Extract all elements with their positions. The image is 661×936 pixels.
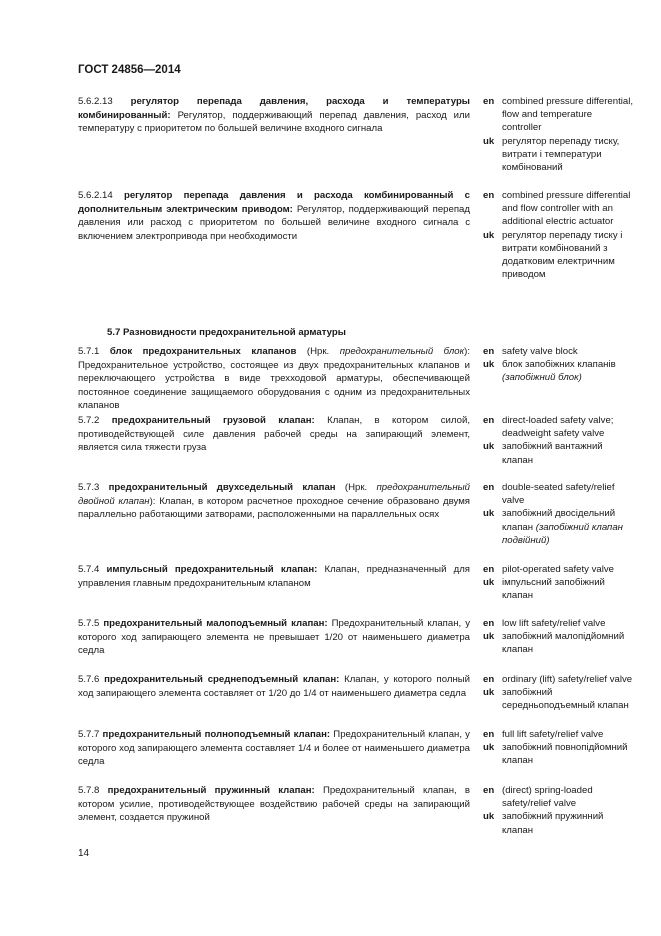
translation-5-6-2-14 <box>483 189 633 281</box>
translation-en: low lift safety/relief valve <box>502 618 606 629</box>
term-entry-5-6-2-13 <box>78 95 470 136</box>
term-entry-5-6-2-14 <box>78 189 470 243</box>
entry-definition: Предохранительный клапан, у которого ход запирающего элемента составляет 1/4 и более от наименьшего диаметра седла <box>78 729 470 767</box>
lang-en-label: en <box>483 564 495 575</box>
entry-number: 5.7.5 <box>78 618 100 629</box>
translation-uk: запобіжний середньоподъемный клапан <box>502 687 629 712</box>
translation-en: safety valve block <box>502 346 578 357</box>
entry-term: блок предохранительных клапанов <box>109 346 297 357</box>
entry-note: (Нрк. <box>306 346 330 357</box>
term-entry-5-7-5 <box>78 617 470 658</box>
translation-5-7-1 <box>483 345 633 385</box>
entry-term: предохранительный пружинный клапан: <box>107 785 315 796</box>
entry-definition: Предохранительный клапан, в котором усилие, противодействующее воздействию рабочей среды на запирающий элемент, создается пружиной <box>78 785 471 823</box>
entry-definition: Клапан, у которого полный ход запирающего элемента составляет от 1/20 до 1/4 от наименьшего диаметра седла <box>78 674 471 699</box>
entry-number: 5.6.2.14 <box>78 190 113 201</box>
section-heading: 5.7 Разновидности предохранительной арматуры <box>107 327 346 338</box>
entry-number: 5.7.8 <box>78 785 100 796</box>
entry-number: 5.7.7 <box>78 729 100 740</box>
entry-definition: Клапан, в котором силой, противодействующей силе давления рабочей среды на запирающий элемент, является сила тяжести груза <box>78 415 470 453</box>
lang-uk-label: uk <box>483 441 495 453</box>
entry-term: предохранительный грузовой клапан: <box>111 415 315 426</box>
translation-en: double-seated safety/relief valve <box>502 482 615 507</box>
entry-definition: Предохранительный клапан, у которого ход запирающего элемента не превышает 1/20 от наименьшего диаметра седла <box>78 618 471 656</box>
page-number: 14 <box>78 848 90 859</box>
translation-uk: імпульсний запобіжний клапан <box>502 577 605 602</box>
entry-deprecated-term: предохранительный двойной клапан <box>78 482 471 507</box>
entry-term: предохранительный малоподъемный клапан: <box>103 618 328 629</box>
translation-uk: запобіжний двосідельний клапан <box>502 508 616 533</box>
entry-term: регулятор перепада давления, расхода и температуры комбинированный: <box>78 96 470 121</box>
entry-term: предохранительный двухседельный клапан <box>108 482 336 493</box>
translation-uk: запобіжний вантажний клапан <box>502 441 603 466</box>
term-entry-5-7-6 <box>78 673 470 700</box>
lang-en-label: en <box>483 96 495 107</box>
document-header: ГОСТ 24856—2014 <box>78 64 181 76</box>
term-entry-5-7-7 <box>78 728 470 769</box>
translation-en: direct-loaded safety valve; deadweight safety valve <box>502 415 614 440</box>
lang-uk-label: uk <box>483 811 495 823</box>
entry-definition: ): Предохранительное устройство, состоящее из двух предохранительных клапанов и переключающего устройства в виде трехходовой арматуры, обеспечивающей постоянное соединение защищаемого оборудования с одним из предохранительных клапанов <box>78 346 471 411</box>
lang-en-label: en <box>483 190 495 201</box>
entry-term: предохранительный среднеподъемный клапан: <box>104 674 340 685</box>
entry-number: 5.6.2.13 <box>78 96 113 107</box>
translation-uk-deprecated: (запобіжний блок) <box>502 372 582 384</box>
lang-en-label: en <box>483 415 495 426</box>
translation-5-7-6 <box>483 673 633 713</box>
entry-number: 5.7.3 <box>78 482 100 493</box>
entry-number: 5.7.4 <box>78 564 100 575</box>
lang-uk-label: uk <box>483 359 495 371</box>
translation-uk: блок запобіжних клапанів <box>502 359 616 371</box>
translation-5-7-5 <box>483 617 633 657</box>
translation-uk: запобіжний пружинний клапан <box>502 811 604 836</box>
translation-5-7-2 <box>483 414 633 467</box>
lang-uk-label: uk <box>483 631 495 643</box>
lang-uk-label: uk <box>483 687 495 699</box>
entry-deprecated-term: предохранительный блок <box>339 346 465 357</box>
lang-en-label: en <box>483 482 495 493</box>
translation-5-7-4 <box>483 563 633 603</box>
lang-en-label: en <box>483 785 495 796</box>
translation-en: full lift safety/relief valve <box>502 729 604 740</box>
translation-en: ordinary (lift) safety/relief valve <box>502 674 633 685</box>
translation-5-6-2-13 <box>483 95 633 174</box>
translation-uk: запобіжний повнопідйомний клапан <box>502 742 628 767</box>
translation-uk: регулятор перепаду тиску, витрати і температури комбінований <box>502 135 620 174</box>
translation-en: combined pressure differential and flow controller with an additional electric actuator <box>502 190 631 228</box>
entry-number: 5.7.2 <box>78 415 100 426</box>
entry-term: регулятор перепада давления и расхода комбинированный с дополнительным электрическим приводом: <box>78 190 470 215</box>
entry-definition: Регулятор, поддерживающий перепад давления или расход с приоритетом по большей величине входного сигнала с включением электропривода при необходимости <box>78 203 470 242</box>
lang-en-label: en <box>483 346 495 357</box>
lang-uk-label: uk <box>483 742 495 754</box>
entry-number: 5.7.6 <box>78 674 100 685</box>
lang-uk-label: uk <box>483 577 495 589</box>
entry-number: 5.7.1 <box>78 346 100 357</box>
term-entry-5-7-1 <box>78 345 470 413</box>
entry-note: (Нрк. <box>344 482 368 493</box>
term-entry-5-7-4 <box>78 563 470 590</box>
term-entry-5-7-2 <box>78 414 470 455</box>
lang-uk-label: uk <box>483 229 495 241</box>
translation-5-7-3 <box>483 481 633 547</box>
entry-definition: ): Клапан, в котором расчетное проходное сечение образовано двумя параллельно работающими затворами, расположенными на параллельных осях <box>78 495 470 520</box>
translation-en: combined pressure differential, flow and temperature controller <box>502 96 634 134</box>
lang-uk-label: uk <box>483 135 495 147</box>
entry-definition: Клапан, предназначенный для управления главным предохранительным клапаном <box>78 564 470 589</box>
lang-uk-label: uk <box>483 508 495 520</box>
entry-term: импульсный предохранительный клапан: <box>106 564 318 575</box>
translation-uk: регулятор перепаду тиску і витрати комбінований з додатковим електричним приводом <box>502 229 623 281</box>
translation-5-7-8 <box>483 784 633 837</box>
term-entry-5-7-3 <box>78 481 470 522</box>
lang-en-label: en <box>483 674 495 685</box>
translation-en: (direct) spring-loaded safety/relief valve <box>502 785 593 810</box>
translation-en: pilot-operated safety valve <box>502 564 614 575</box>
translation-uk: запобіжний малопідйомний клапан <box>502 631 625 656</box>
entry-definition: Регулятор, поддерживающий перепад давления, расход или температуру с приоритетом по большей величине входного сигнала <box>78 109 470 134</box>
term-entry-5-7-8 <box>78 784 470 825</box>
lang-en-label: en <box>483 729 495 740</box>
entry-term: предохранительный полноподъемный клапан: <box>102 729 331 740</box>
lang-en-label: en <box>483 618 495 629</box>
translation-5-7-7 <box>483 728 633 768</box>
translation-uk-deprecated: (запобіжний клапан подвійний) <box>502 521 623 546</box>
